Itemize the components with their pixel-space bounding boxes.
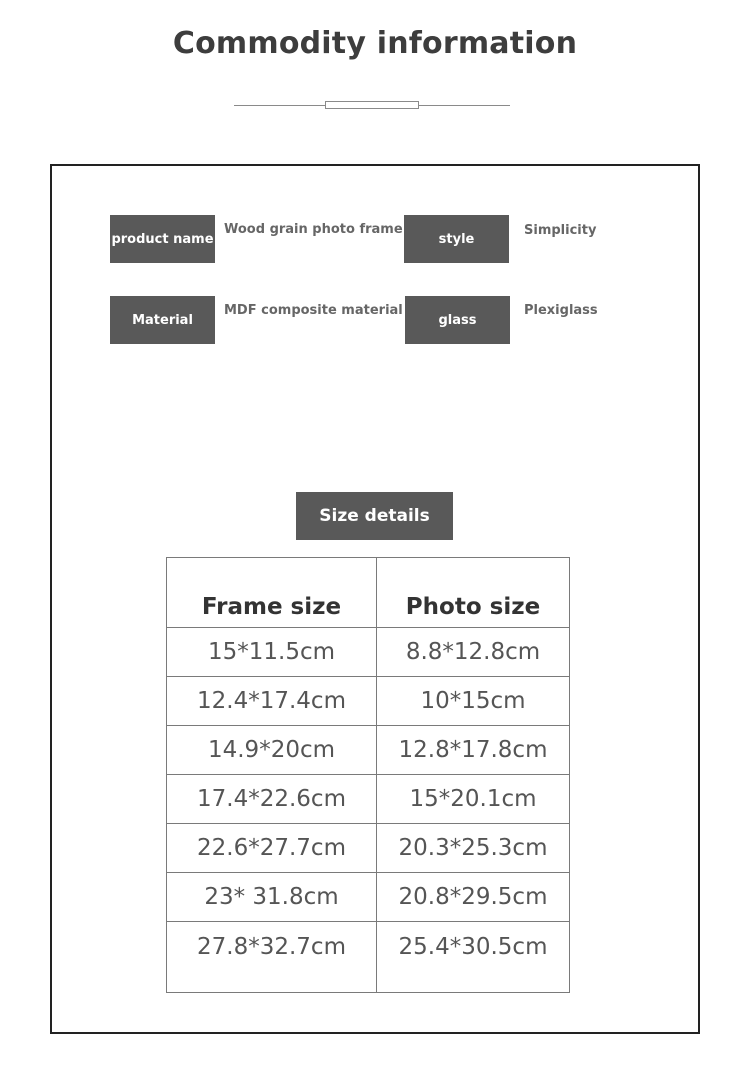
page-title: Commodity information	[172, 26, 578, 61]
frame-size-cell: 15*11.5cm	[167, 628, 377, 677]
spec-label-product-name: product name	[110, 215, 215, 263]
spec-value-style: Simplicity	[524, 223, 597, 238]
frame-size-cell: 22.6*27.7cm	[167, 824, 377, 873]
frame-size-cell: 17.4*22.6cm	[167, 775, 377, 824]
spec-value-material: MDF composite material	[224, 303, 403, 318]
spec-value-product-name: Wood grain photo frame	[224, 222, 403, 237]
table-row	[167, 726, 570, 775]
frame-size-cell: 27.8*32.7cm	[167, 922, 377, 993]
table-row	[167, 775, 570, 824]
size-details-heading: Size details	[296, 492, 453, 540]
table-row	[167, 677, 570, 726]
frame-size-cell: 23* 31.8cm	[167, 873, 377, 922]
frame-size-cell: 14.9*20cm	[167, 726, 377, 775]
photo-size-cell: 12.8*17.8cm	[377, 726, 570, 775]
spec-label-material: Material	[110, 296, 215, 344]
size-table	[166, 557, 570, 993]
title-divider-right	[419, 105, 510, 106]
column-header-frame-size: Frame size	[167, 558, 377, 628]
column-header-photo-size: Photo size	[377, 558, 570, 628]
spec-value-glass: Plexiglass	[524, 303, 598, 318]
photo-size-cell: 20.8*29.5cm	[377, 873, 570, 922]
photo-size-cell: 10*15cm	[377, 677, 570, 726]
title-divider-ornament	[325, 101, 419, 109]
spec-label-style: style	[404, 215, 509, 263]
title-divider-left	[234, 105, 325, 106]
photo-size-cell: 8.8*12.8cm	[377, 628, 570, 677]
table-row	[167, 922, 570, 993]
photo-size-cell: 20.3*25.3cm	[377, 824, 570, 873]
spec-label-glass: glass	[405, 296, 510, 344]
table-row	[167, 873, 570, 922]
table-row	[167, 628, 570, 677]
photo-size-cell: 15*20.1cm	[377, 775, 570, 824]
table-row	[167, 824, 570, 873]
frame-size-cell: 12.4*17.4cm	[167, 677, 377, 726]
size-table-header-row	[167, 558, 570, 628]
photo-size-cell: 25.4*30.5cm	[377, 922, 570, 993]
